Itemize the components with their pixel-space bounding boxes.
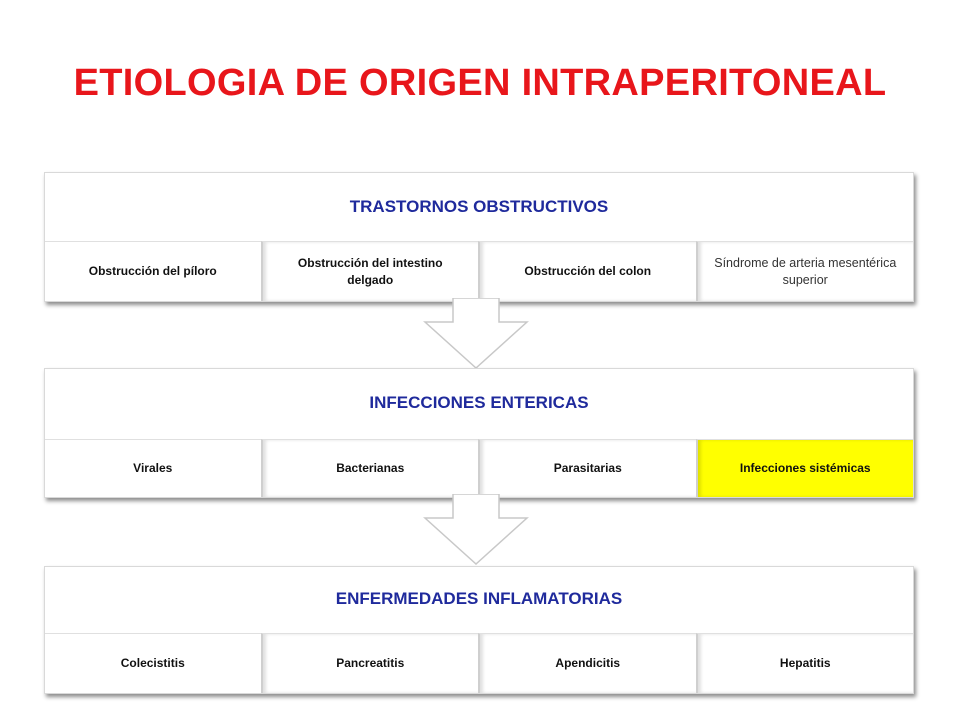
block-items-row <box>45 633 913 693</box>
down-arrow-icon <box>421 494 531 566</box>
block-heading: TRASTORNOS OBSTRUCTIVOS <box>349 197 609 216</box>
block-heading: ENFERMEDADES INFLAMATORIAS <box>335 589 623 608</box>
block-items-row <box>45 241 913 301</box>
block-infecciones-entericas <box>44 368 914 498</box>
block-enfermedades-inflamatorias <box>44 566 914 694</box>
block-trastornos-obstructivos <box>44 172 914 302</box>
item-infecciones-sistemicas: Infecciones sistémicas <box>696 439 914 497</box>
item-bacterianas: Bacterianas <box>261 439 479 497</box>
page-title: ETIOLOGIA DE ORIGEN INTRAPERITONEAL <box>73 62 887 104</box>
item-obstruccion-colon: Obstrucción del colon <box>478 241 696 301</box>
item-parasitarias: Parasitarias <box>478 439 696 497</box>
item-obstruccion-intestino-delgado: Obstrucción del intestino delgado <box>261 241 479 301</box>
item-sindrome-arteria-mesenterica: Síndrome de arteria mesentérica superior <box>696 241 914 301</box>
item-obstruccion-piloro: Obstrucción del píloro <box>45 241 261 301</box>
block-heading: INFECCIONES ENTERICAS <box>369 393 589 412</box>
block-items-row <box>45 439 913 497</box>
down-arrow-icon <box>421 298 531 370</box>
item-apendicitis: Apendicitis <box>478 633 696 693</box>
item-pancreatitis: Pancreatitis <box>261 633 479 693</box>
item-virales: Virales <box>45 439 261 497</box>
item-hepatitis: Hepatitis <box>696 633 914 693</box>
item-colecistitis: Colecistitis <box>45 633 261 693</box>
